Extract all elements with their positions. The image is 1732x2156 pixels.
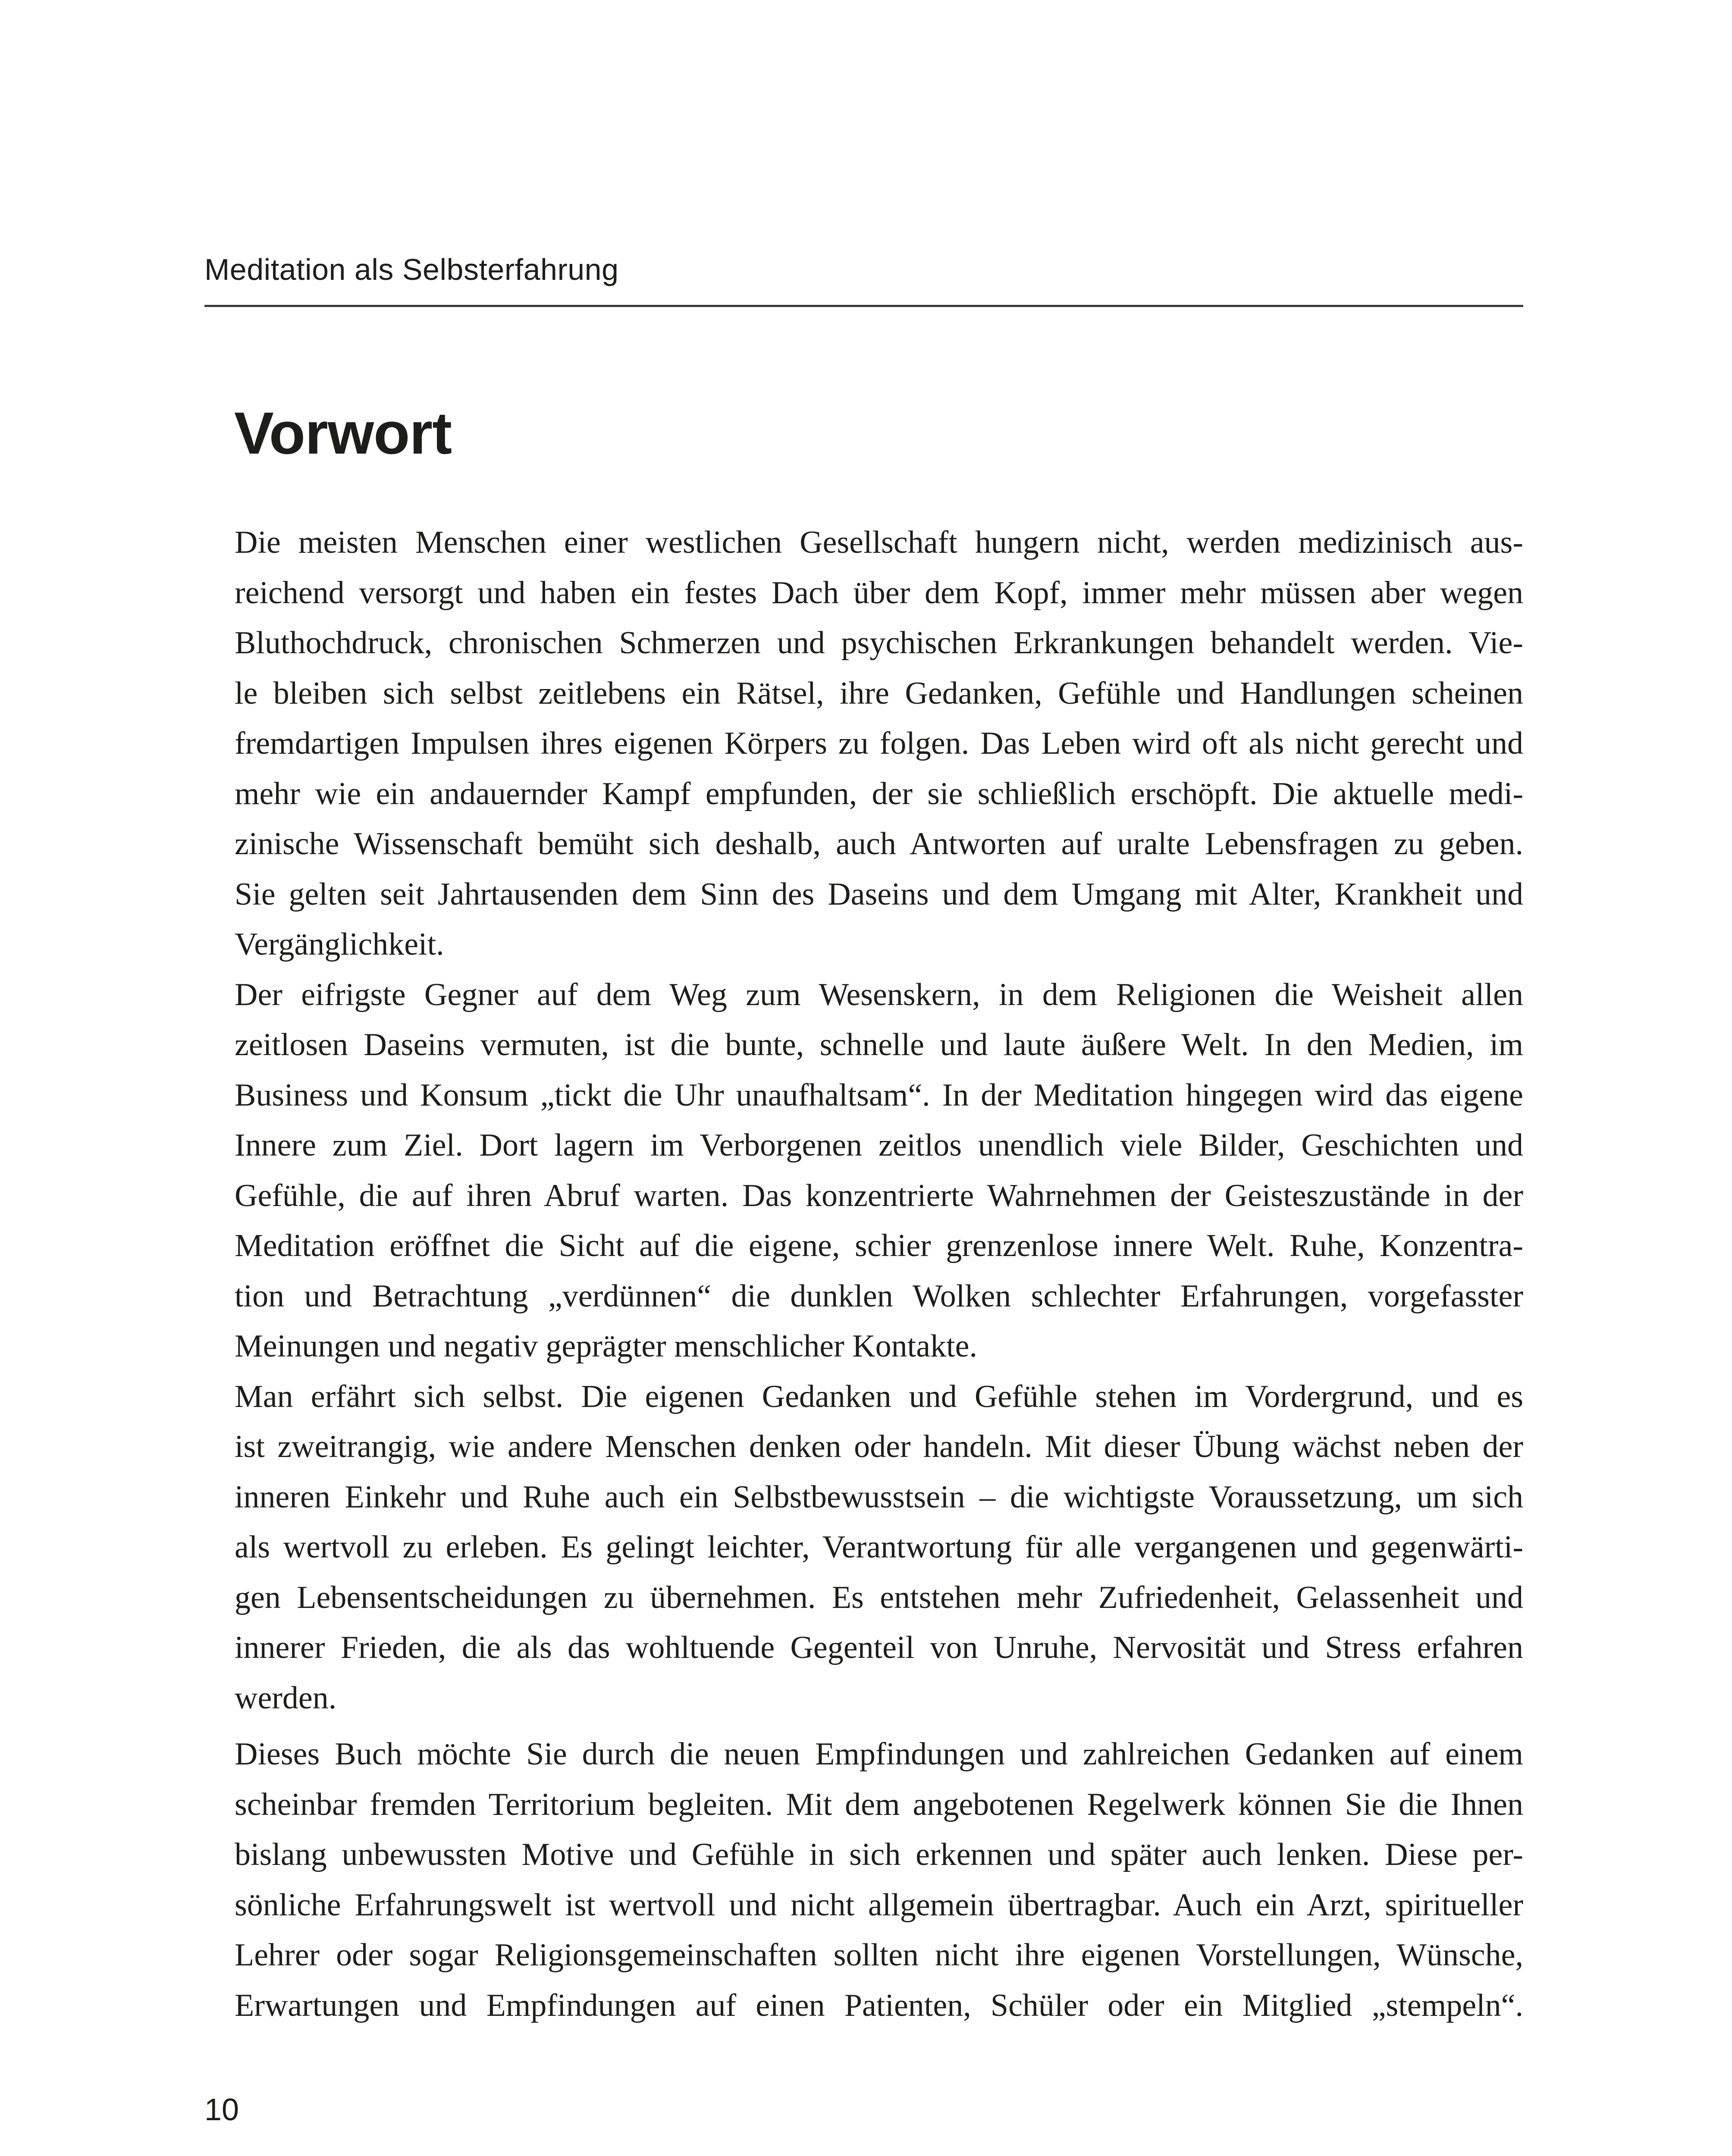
text-line: scheinbar fremden Territorium begleiten. Mit dem angebotenen Regelwerk können Sie die Ihnen [235,1786,1523,1822]
text-line: ist zweitrangig, wie andere Menschen denken oder handeln. Mit dieser Übung wächst neben der [235,1429,1523,1464]
text-line: Lehrer oder sogar Religionsgemeinschaften sollten nicht ihre eigenen Vorstellungen, Wünsche, [235,1937,1523,1973]
text-line: Gefühle, die auf ihren Abruf warten. Das konzentrierte Wahrnehmen der Geisteszustände in der [235,1178,1523,1213]
text-line: le bleiben sich selbst zeitlebens ein Rätsel, ihre Gedanken, Gefühle und Handlungen scheinen [235,675,1523,711]
text-line: gen Lebensentscheidungen zu übernehmen. Es entstehen mehr Zufriedenheit, Gelassenheit und [235,1579,1523,1615]
text-line: zinische Wissenschaft bemüht sich deshalb, auch Antworten auf uralte Lebensfragen zu geben. [235,826,1523,862]
text-line: inneren Einkehr und Ruhe auch ein Selbstbewusstsein – die wichtigste Voraussetzung, um sich [235,1479,1523,1515]
paragraph [204,970,1523,1372]
text-line: werden. [235,1680,337,1716]
paragraph [204,1372,1523,1724]
chapter-title: Vorwort [234,400,452,467]
text-line: Bluthochdruck, chronischen Schmerzen und psychischen Erkrankungen behandelt werden. Vie- [235,625,1523,661]
text-line: reichend versorgt und haben ein festes Dach über dem Kopf, immer mehr müssen aber wegen [235,575,1523,611]
text-line: Man erfährt sich selbst. Die eigenen Gedanken und Gefühle stehen im Vordergrund, und es [235,1379,1523,1414]
paragraph [204,517,1523,970]
text-line: Innere zum Ziel. Dort lagern im Verborgenen zeitlos unendlich viele Bilder, Geschichten und [235,1128,1523,1163]
text-line: als wertvoll zu erleben. Es gelingt leichter, Verantwortung für alle vergangenen und gegenwärti- [235,1529,1523,1565]
text-line: Erwartungen und Empfindungen auf einen Patienten, Schüler oder ein Mitglied „stempeln“. [235,1987,1523,2023]
running-header: Meditation als Selbsterfahrung [204,253,619,286]
text-line: fremdartigen Impulsen ihres eigenen Körpers zu folgen. Das Leben wird oft als nicht gerecht und [235,726,1523,761]
header-rule [204,305,1523,307]
text-line: zeitlosen Daseins vermuten, ist die bunte, schnelle und laute äußere Welt. In den Medien, im [235,1027,1523,1062]
text-line: tion und Betrachtung „verdünnen“ die dunklen Wolken schlechter Erfahrungen, vorgefasster [235,1278,1523,1314]
text-line: innerer Frieden, die als das wohltuende Gegenteil von Unruhe, Nervosität und Stress erfahren [235,1630,1523,1665]
text-line: sönliche Erfahrungswelt ist wertvoll und nicht allgemein übertragbar. Auch ein Arzt, spiritueller [235,1887,1523,1923]
text-line: Meinungen und negativ geprägter menschlicher Kontakte. [235,1329,977,1364]
text-line: Sie gelten seit Jahrtausenden dem Sinn des Daseins und dem Umgang mit Alter, Krankheit und [235,876,1523,912]
text-line: Vergänglichkeit. [235,927,444,962]
page-number: 10 [204,2093,239,2127]
text-line: Dieses Buch möchte Sie durch die neuen Empfindungen und zahlreichen Gedanken auf einem [235,1736,1523,1772]
text-line: Meditation eröffnet die Sicht auf die eigene, schier grenzenlose innere Welt. Ruhe, Konzentra- [235,1228,1523,1263]
text-line: Der eifrigste Gegner auf dem Weg zum Wesenskern, in dem Religionen die Weisheit allen [235,977,1523,1012]
text-line: mehr wie ein andauernder Kampf empfunden, der sie schließlich erschöpft. Die aktuelle medi- [235,776,1523,812]
paragraph [204,1729,1523,2031]
body-text [204,517,1523,2031]
text-line: Business und Konsum „tickt die Uhr unaufhaltsam“. In der Meditation hingegen wird das eigene [235,1077,1523,1113]
text-line: bislang unbewussten Motive und Gefühle in sich erkennen und später auch lenken. Diese per- [235,1837,1523,1872]
text-line: Die meisten Menschen einer westlichen Gesellschaft hungern nicht, werden medizinisch aus- [235,525,1523,560]
